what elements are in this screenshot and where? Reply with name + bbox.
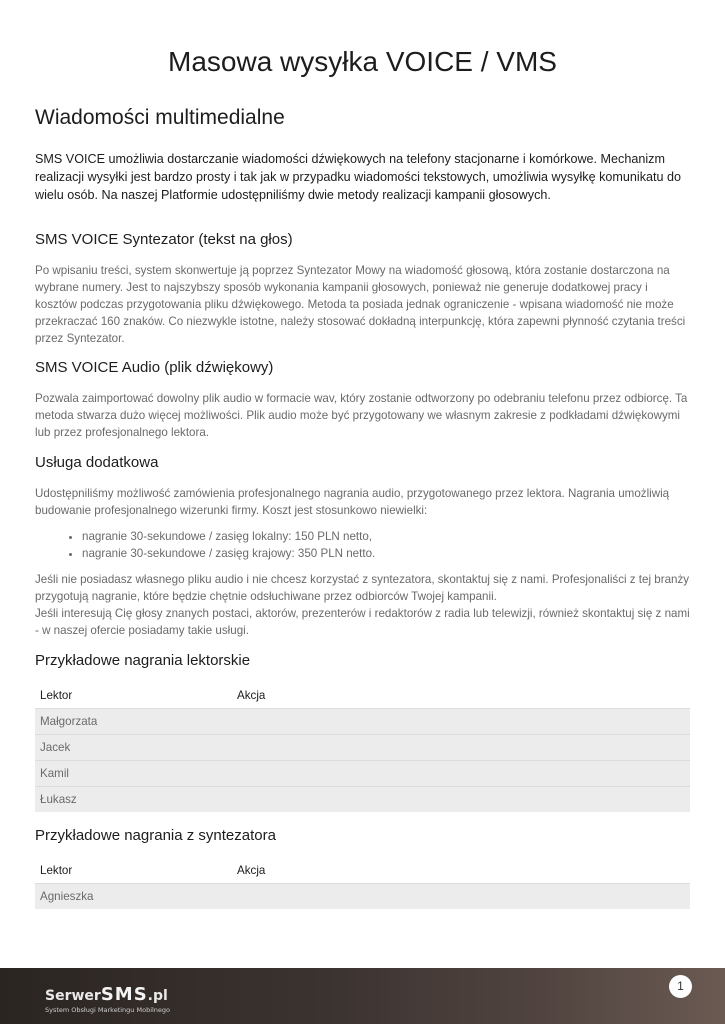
table-header-row <box>35 857 690 884</box>
table-row <box>35 787 690 813</box>
lektor-name: Łukasz <box>35 787 232 813</box>
intro-paragraph: SMS VOICE umożliwia dostarczanie wiadomości dźwiękowych na telefony stacjonarne i komórkowe. Mechanizm realizacji wysyłki jest bardzo prosty i tak jak w przypadku wiadomości tekstowych, umożliwia wysyłkę komunikatu do wielu osób. Na naszej Platformie udostępniliśmy dwie metody realizacji kampanii głosowych. <box>35 152 682 202</box>
action-cell <box>232 761 690 787</box>
page-number: 1 <box>669 975 692 998</box>
table-row <box>35 761 690 787</box>
synth-paragraph: Po wpisaniu treści, system skonwertuje ją poprzez Syntezator Mowy na wiadomość głosową, która zostanie dostarczona na wybrane numery. Jest to najszybszy sposób wykonania kampanii głosowych, ponieważ nie generuje dodatkowej pracy i kosztów podczas przygotowania pliku dźwiękowego. Metoda ta posiada jednak ograniczenie - wpisana wiadomość nie może przekraczać 160 znaków. Co niezwykle istotne, należy stosować dokładną interpunkcję, która zapewni płynność czytania treści przez Syntezator. <box>35 264 686 345</box>
lektor-table <box>35 682 690 812</box>
contact-paragraph <box>35 571 690 639</box>
serwersms-logo <box>45 984 170 1014</box>
contact-text-1: Jeśli nie posiadasz własnego pliku audio i nie chcesz korzystać z syntezatora, skontaktuj się z nami. Profesjonaliści z tej branży przygotują nagranie, które będzie chętnie odsłuchiwane przez odbiorców Twojej kampanii. <box>35 573 690 603</box>
contact-text-2: Jeśli interesują Cię głosy znanych postaci, aktorów, prezenterów i redaktorów z radia lub telewizji, również skontaktuj się z nami - w naszej ofercie posiadamy takie usługi. <box>35 607 690 637</box>
logo-text: Serwer <box>45 988 101 1004</box>
extra-paragraph: Udostępniliśmy możliwość zamówienia profesjonalnego nagrania audio, przygotowanego przez lektora. Nagrania umożliwią budowanie profesjonalnego wizerunki firmy. Koszt jest stosunkowo niewielki: <box>35 487 670 517</box>
action-cell <box>232 735 690 761</box>
logo-accent: SMS <box>100 984 148 1005</box>
lektor-name: Agnieszka <box>35 884 232 910</box>
column-header-akcja: Akcja <box>237 688 266 702</box>
audio-paragraph: Pozwala zaimportować dowolny plik audio w formacie wav, który zostanie odtworzony po odebraniu telefonu przez odbiorcę. Ta metoda stwarza dużo więcej możliwości. Plik audio może być przygotowany we własnym zakresie z podkładami dźwiękowymi lub przez profesjonalnego lektora. <box>35 392 688 439</box>
footer-bar <box>0 968 725 1024</box>
synth-heading: SMS VOICE Syntezator (tekst na głos) <box>35 231 293 248</box>
lektor-name: Jacek <box>35 735 232 761</box>
audio-heading: SMS VOICE Audio (plik dźwiękowy) <box>35 359 274 376</box>
lektor-table-heading: Przykładowe nagrania lektorskie <box>35 652 251 669</box>
synth-table-heading: Przykładowe nagrania z syntezatora <box>35 827 276 844</box>
section-title: Wiadomości multimedialne <box>35 106 285 129</box>
table-row <box>35 884 690 910</box>
lektor-name: Małgorzata <box>35 709 232 735</box>
list-item: • nagranie 30-sekundowe / zasięg krajowy: 350 PLN netto. <box>82 545 375 562</box>
cost-list <box>62 528 375 562</box>
document-title: Masowa wysyłka VOICE / VMS <box>168 46 557 77</box>
column-header-lektor: Lektor <box>40 688 73 702</box>
table-row <box>35 735 690 761</box>
column-header-akcja: Akcja <box>237 863 266 877</box>
action-cell <box>232 884 690 910</box>
table-header-row <box>35 682 690 709</box>
list-item: • nagranie 30-sekundowe / zasięg lokalny: 150 PLN netto, <box>82 528 375 545</box>
action-cell <box>232 787 690 813</box>
extra-heading: Usługa dodatkowa <box>35 454 159 471</box>
action-cell <box>232 709 690 735</box>
logo-tagline: System Obsługi Marketingu Mobilnego <box>45 1006 171 1014</box>
table-row <box>35 709 690 735</box>
logo-suffix: .pl <box>147 988 168 1004</box>
lektor-name: Kamil <box>35 761 232 787</box>
synth-table <box>35 857 690 909</box>
column-header-lektor: Lektor <box>40 863 73 877</box>
